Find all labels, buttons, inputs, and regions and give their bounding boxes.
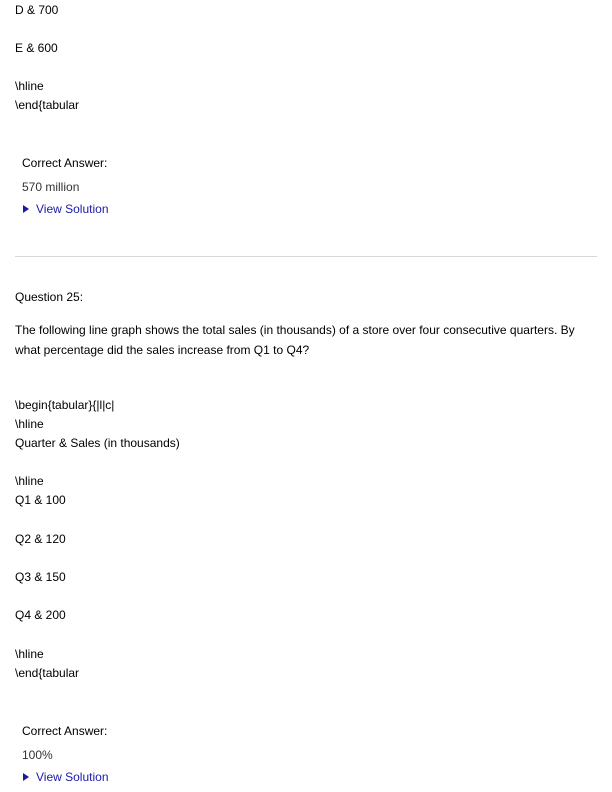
table-row: E & 600: [15, 41, 58, 55]
correct-answer-value: 570 million: [22, 180, 80, 194]
latex-begin-tabular: \begin{tabular}{|l|c|: [15, 398, 115, 412]
table-row: D & 700: [15, 3, 59, 17]
table-row: Q2 & 120: [15, 532, 66, 546]
prev-answer-block: [22, 156, 107, 170]
correct-answer-value: 100%: [22, 748, 53, 762]
view-solution-label: View Solution: [36, 202, 109, 216]
latex-hline: \hline: [15, 647, 44, 661]
answer-block: [22, 724, 107, 738]
table-row: Q1 & 100: [15, 493, 66, 507]
table-row: Q4 & 200: [15, 608, 66, 622]
answer-value-wrap: [22, 748, 53, 762]
latex-hline: \hline: [15, 79, 44, 93]
latex-end-tabular: \end{tabular: [15, 666, 80, 680]
table-row: Q3 & 150: [15, 570, 66, 584]
triangle-right-icon: [23, 205, 29, 213]
view-solution-button[interactable]: [22, 770, 109, 784]
question-text: The following line graph shows the total sales (in thousands) of a store over four consecutive quarters. By what percentage did the sales increase from Q1 to Q4?: [15, 323, 575, 357]
latex-end-tabular: \end{tabular: [15, 98, 80, 112]
latex-hline: \hline: [15, 474, 44, 488]
correct-answer-label: Correct Answer:: [22, 156, 108, 170]
view-solution-label: View Solution: [36, 770, 109, 784]
solution-wrap: [22, 770, 109, 784]
view-solution-button[interactable]: [22, 202, 109, 216]
prev-answer-value-wrap: [22, 180, 79, 194]
latex-hline: \hline: [15, 417, 44, 431]
table-header-row: Quarter & Sales (in thousands): [15, 436, 180, 450]
triangle-right-icon: [23, 773, 29, 781]
question-heading: Question 25:: [15, 290, 84, 304]
section-divider: [15, 256, 597, 257]
correct-answer-label: Correct Answer:: [22, 724, 108, 738]
prev-solution-wrap: [22, 202, 109, 216]
